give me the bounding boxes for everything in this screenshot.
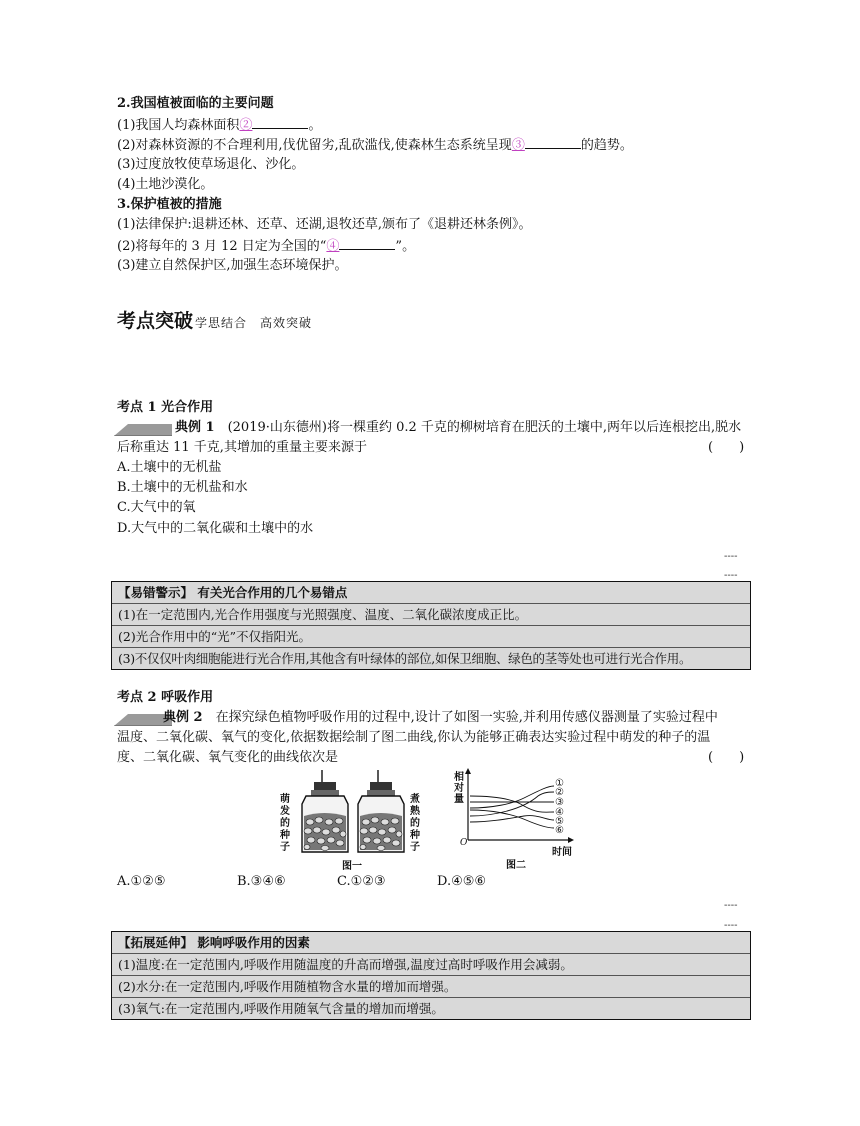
figure2-caption: 图二 <box>506 860 526 871</box>
fill-blank[interactable] <box>339 236 395 250</box>
item-text: ”。 <box>395 239 416 254</box>
figure2 <box>452 768 582 871</box>
dash-mark: ---- <box>724 920 738 931</box>
section3-heading: 3.保护植被的措施 <box>117 197 222 212</box>
breakthrough-main: 考点突破 <box>117 310 194 332</box>
extension-box <box>111 931 751 1020</box>
warning-box <box>111 581 751 670</box>
breakthrough-title <box>117 306 312 333</box>
curve-label-2: ② <box>555 787 564 798</box>
curve-label-3: ③ <box>555 797 564 808</box>
extension-box-title: 【拓展延伸】 影响呼吸作用的因素 <box>118 935 310 950</box>
answer-paren[interactable]: ( ) <box>708 440 745 455</box>
figure1 <box>280 768 440 872</box>
item-text: (2)对森林资源的不合理利用,伐优留劣,乱砍滥伐,使森林生态系统呈现 <box>117 138 512 153</box>
item-text: (2)将每年的 3 月 12 日定为全国的“ <box>117 239 327 254</box>
extension-row: (2)水分:在一定范围内,呼吸作用随植物含水量的增加而增强。 <box>112 975 750 997</box>
figure1-left-label: 萌发的种子 <box>280 794 290 853</box>
warning-row: (3)不仅仅叶肉细胞能进行光合作用,其他含有叶绿体的部位,如保卫细胞、绿色的茎等处也可进行光合作用。 <box>112 647 750 669</box>
topic2-question-line3: 度、二氧化碳、氧气变化的曲线依次是 <box>117 750 339 765</box>
blank-number: ③ <box>511 138 525 153</box>
section3-item2 <box>117 236 415 257</box>
figure2-ylabel: 相对量 <box>454 772 464 805</box>
section2-item2 <box>117 135 633 156</box>
curve-label-1: ① <box>555 778 564 789</box>
curve-label-6: ⑥ <box>555 825 564 836</box>
item-text: 的趋势。 <box>580 138 633 153</box>
left-jar <box>302 770 348 852</box>
topic2-question-line2: 温度、二氧化碳、氧气的变化,依据数据绘制了图二曲线,你认为能够正确表达实验过程中萌发的种子的温 <box>117 730 711 745</box>
topic2-option-d[interactable]: D.④⑤⑥ <box>437 874 487 889</box>
extension-row: (3)氧气:在一定范围内,呼吸作用随氧气含量的增加而增强。 <box>112 997 750 1019</box>
topic2-question-line1 <box>117 708 718 728</box>
warning-row: (1)在一定范围内,光合作用强度与光照强度、温度、二氧化碳浓度成正比。 <box>112 603 750 625</box>
question-text: 在探究绿色植物呼吸作用的过程中,设计了如图一实验,并利用传感仪器测量了实验过程中 <box>215 710 718 725</box>
figure1-right-label: 煮熟的种子 <box>410 794 420 853</box>
dash-mark: ---- <box>724 551 738 562</box>
figure2-xlabel: 时间 <box>552 847 572 858</box>
section2-item1 <box>117 115 321 136</box>
topic1-heading: 考点 1 光合作用 <box>117 400 214 415</box>
answer-paren[interactable]: ( ) <box>708 750 745 765</box>
warning-row: (2)光合作用中的“光”不仅指阳光。 <box>112 625 750 647</box>
topic1-question-line1 <box>117 418 741 438</box>
section3-item1: (1)法律保护:退耕还林、还草、还湖,退牧还草,颁布了《退耕还林条例》。 <box>117 217 532 232</box>
item-text: 。 <box>308 118 322 133</box>
curve-label-4: ④ <box>555 807 564 818</box>
topic1-option-d[interactable]: D.大气中的二氧化碳和土壤中的水 <box>117 521 314 536</box>
fill-blank[interactable] <box>252 115 308 129</box>
topic1-option-b[interactable]: B.土壤中的无机盐和水 <box>117 480 248 495</box>
question-text: (2019·山东德州)将一棵重约 0.2 千克的柳树培育在肥沃的土壤中,两年以后连根挖出,脱水 <box>227 420 742 435</box>
dash-mark: ---- <box>724 900 738 911</box>
right-jar <box>358 770 404 852</box>
example-label: 典例 1 <box>175 420 215 435</box>
breakthrough-subtitle: 学思结合 高效突破 <box>195 316 313 330</box>
topic1-option-c[interactable]: C.大气中的氧 <box>117 500 196 515</box>
topic1-option-a[interactable]: A.土壤中的无机盐 <box>117 460 222 475</box>
section3-item3: (3)建立自然保护区,加强生态环境保护。 <box>117 258 348 273</box>
curve-label-5: ⑤ <box>555 816 564 827</box>
section2-item3: (3)过度放牧使草场退化、沙化。 <box>117 157 305 172</box>
figure2-origin: O <box>460 838 468 848</box>
blank-number: ④ <box>326 239 340 254</box>
figure1-caption: 图一 <box>342 861 362 872</box>
topic2-option-b[interactable]: B.③④⑥ <box>237 874 286 889</box>
blank-number: ② <box>239 118 253 133</box>
jars-illustration <box>294 768 410 856</box>
section2-item4: (4)土地沙漠化。 <box>117 177 214 192</box>
topic2-option-a[interactable]: A.①②⑤ <box>117 874 166 889</box>
section2-heading: 2.我国植被面临的主要问题 <box>117 96 274 111</box>
example-label: 典例 2 <box>163 710 203 725</box>
topic2-option-c[interactable]: C.①②③ <box>337 874 386 889</box>
topic1-question-line2: 后称重达 11 千克,其增加的重量主要来源于 <box>117 440 367 455</box>
warning-box-title: 【易错警示】 有关光合作用的几个易错点 <box>118 585 348 600</box>
fill-blank[interactable] <box>525 135 581 149</box>
dash-mark: ---- <box>724 570 738 581</box>
item-text: (1)我国人均森林面积 <box>117 118 240 133</box>
extension-row: (1)温度:在一定范围内,呼吸作用随温度的升高而增强,温度过高时呼吸作用会减弱。 <box>112 953 750 975</box>
topic2-heading: 考点 2 呼吸作用 <box>117 690 214 705</box>
